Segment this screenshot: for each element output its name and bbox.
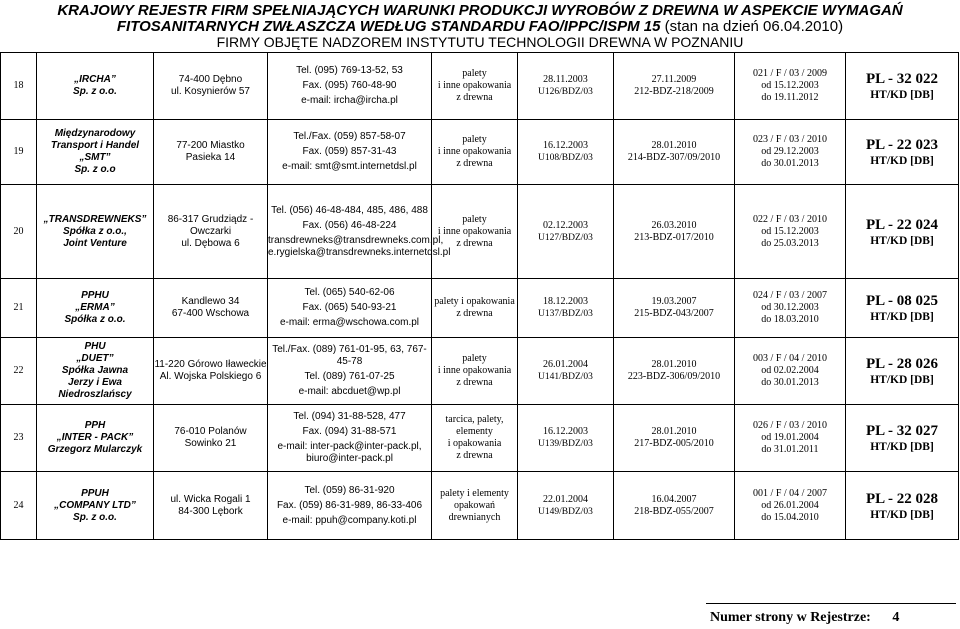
certificate-date [614, 338, 735, 405]
company-address [154, 185, 268, 279]
ippc-code [846, 53, 959, 120]
company-address [154, 405, 268, 472]
line: ul. Dębowa 6 [181, 237, 240, 249]
line: Fax. (065) 540-93-21 [302, 302, 397, 313]
permit-validity [735, 185, 846, 279]
line: e-mail: ppuh@company.koti.pl [282, 514, 417, 526]
register-table [0, 52, 959, 540]
registration-number: U126/BDZ/03 [538, 87, 593, 97]
company-contact [268, 472, 432, 540]
registration-number: U108/BDZ/03 [538, 153, 593, 163]
line: „SMT” [79, 152, 111, 163]
line: do 30.01.2013 [761, 377, 819, 388]
registration-date-value: 16.12.2003 [543, 140, 588, 151]
line: PHU [84, 341, 106, 352]
line: „COMPANY LTD” [54, 499, 136, 511]
certificate-date [614, 120, 735, 185]
ippc-code-value: PL - 32 027 [865, 423, 939, 439]
company-name [37, 120, 154, 185]
registration-number: U139/BDZ/03 [538, 439, 593, 449]
line: 84-300 Lębork [178, 505, 243, 517]
line: tarcica, palety, [445, 414, 504, 425]
line: PPH [84, 420, 106, 431]
permit-validity [735, 338, 846, 405]
line: 001 / F / 04 / 2007 [753, 487, 827, 499]
line: 003 / F / 04 / 2010 [753, 353, 827, 364]
certificate-number: 214-BDZ-307/09/2010 [627, 152, 721, 163]
ippc-code-value: PL - 22 023 [865, 137, 939, 153]
certificate-number: 213-BDZ-017/2010 [634, 231, 714, 243]
company-name [37, 53, 154, 120]
certificate-date [614, 405, 735, 472]
certificate-number: 218-BDZ-055/2007 [634, 505, 714, 517]
line: „INTER - PACK” [56, 432, 134, 443]
company-contact [268, 405, 432, 472]
line: Al. Wojska Polskiego 6 [159, 371, 262, 382]
line: z drewna [456, 237, 493, 249]
line: Tel. (094) 31-88-528, 477 [293, 411, 406, 422]
line: Jerzy i Ewa [68, 377, 122, 388]
line: Spółka z o.o., [63, 225, 127, 237]
treatment-code: HT/KD [DB] [870, 374, 934, 386]
line: e-mail: ircha@ircha.pl [301, 95, 398, 106]
certificate-date-value: 16.04.2007 [651, 493, 697, 505]
registration-date [518, 405, 614, 472]
line: ul. Wicka Rogali 1 [170, 493, 251, 505]
line: Pasieka 14 [185, 152, 236, 163]
registration-date [518, 120, 614, 185]
row-number: 18 [1, 53, 37, 120]
line: 022 / F / 03 / 2010 [753, 213, 827, 225]
line: palety i opakowania [434, 296, 515, 307]
certificate-number: 212-BDZ-218/2009 [634, 86, 714, 97]
line: Sowinko 21 [184, 438, 237, 449]
company-address [154, 279, 268, 338]
table-row [1, 405, 959, 472]
product-range [432, 185, 518, 279]
line: do 31.01.2011 [761, 444, 819, 455]
product-range [432, 405, 518, 472]
line: Fax. (056) 46-48-224 [302, 219, 397, 231]
line: e-mail: inter-pack@inter-pack.pl, biuro@inter-pack.pl [277, 441, 422, 464]
certificate-date-value: 28.01.2010 [651, 359, 697, 370]
registration-date [518, 53, 614, 120]
line: z drewna [456, 158, 493, 169]
line: z drewna [456, 450, 493, 461]
certificate-date [614, 53, 735, 120]
line: e-mail: smt@smt.internetdsl.pl [282, 161, 417, 172]
product-range [432, 53, 518, 120]
line: do 18.03.2010 [761, 314, 819, 325]
line: od 30.12.2003 [761, 302, 819, 313]
header-date-note: (stan na dzień 06.04.2010) [660, 18, 844, 35]
line: do 30.01.2013 [761, 158, 819, 169]
line: Fax. (095) 760-48-90 [302, 80, 397, 91]
certificate-date [614, 185, 735, 279]
company-address [154, 338, 268, 405]
line: palety [462, 213, 487, 225]
ippc-code [846, 185, 959, 279]
header-title-line2-bold: FITOSANITARNYCH ZWŁASZCZA WEDŁUG STANDARDU FAO/IPPC/ISPM 15 [116, 18, 661, 35]
line: 77-200 Miastko [176, 140, 245, 151]
line: e-mail: erma@wschowa.com.pl [279, 317, 420, 328]
line: Sp. z o.o. [73, 86, 117, 97]
company-name [37, 185, 154, 279]
registration-number: U137/BDZ/03 [538, 309, 593, 319]
certificate-date-value: 28.01.2010 [651, 140, 697, 151]
line: od 19.01.2004 [761, 432, 819, 443]
line: Spółka z o.o. [64, 314, 126, 325]
company-address [154, 120, 268, 185]
row-number: 23 [1, 405, 37, 472]
ippc-code-value: PL - 22 024 [865, 216, 939, 233]
product-range [432, 472, 518, 540]
line: transdrewneks@transdrewneks.com.pl, e.rygielska@transdrewneks.internetdsl.pl [268, 234, 451, 258]
header-title-line2 [0, 18, 960, 35]
company-name [37, 472, 154, 540]
product-range [432, 120, 518, 185]
line: z drewna [456, 377, 493, 388]
registration-date [518, 185, 614, 279]
row-number: 19 [1, 120, 37, 185]
line: i opakowania [447, 438, 502, 449]
registration-date-value: 18.12.2003 [543, 296, 588, 307]
table-row [1, 185, 959, 279]
header-title-line1: KRAJOWY REJESTR FIRM SPEŁNIAJĄCYCH WARUNKI PRODUKCJI WYROBÓW Z DREWNA W ASPEKCIE WYMAGAŃ [57, 2, 903, 19]
company-contact [268, 185, 451, 279]
line: PPUH [81, 487, 109, 499]
line: Tel. (089) 761-07-25 [304, 371, 395, 382]
line: od 26.01.2004 [761, 499, 819, 511]
certificate-number: 223-BDZ-306/09/2010 [627, 371, 721, 382]
line: 023 / F / 03 / 2010 [753, 134, 827, 145]
line: Transport i Handel [50, 140, 140, 151]
treatment-code: HT/KD [DB] [870, 155, 934, 167]
ippc-code [846, 338, 959, 405]
registration-date [518, 472, 614, 540]
line: palety [462, 353, 487, 364]
product-range [432, 279, 518, 338]
line: 11-220 Górowo Iławeckie [154, 359, 267, 370]
line: Sp. z o.o [74, 164, 116, 175]
registration-number: U127/BDZ/03 [538, 232, 593, 243]
footer-page-number: 4 [892, 610, 900, 625]
ippc-code [846, 405, 959, 472]
line: 021 / F / 03 / 2009 [753, 68, 827, 79]
line: od 29.12.2003 [761, 146, 819, 157]
ippc-code-value: PL - 22 028 [865, 490, 939, 507]
row-number: 22 [1, 338, 37, 405]
line: od 15.12.2003 [761, 225, 819, 237]
line: „IRCHA” [74, 74, 116, 85]
line: Fax. (059) 86-31-989, 86-33-406 [276, 499, 423, 511]
table-row [1, 120, 959, 185]
treatment-code: HT/KD [DB] [870, 311, 934, 323]
line: i inne opakowania [437, 80, 512, 91]
footer-label: Numer strony w Rejestrze: [710, 610, 871, 625]
line: Fax. (094) 31-88-571 [302, 426, 397, 437]
line: Tel. (059) 86-31-920 [304, 484, 395, 496]
company-name [37, 338, 154, 405]
company-contact [268, 279, 432, 338]
line: Kandlewo 34 [181, 296, 240, 307]
line: ul. Kosynierów 57 [171, 86, 250, 97]
company-address [154, 472, 268, 540]
table-row [1, 53, 959, 120]
line: Międzynarodowy [54, 128, 136, 139]
line: „TRANSDREWNEKS” [43, 213, 147, 225]
registration-date [518, 338, 614, 405]
page-number-footer [710, 610, 899, 626]
company-name [37, 405, 154, 472]
line: 74-400 Dębno [178, 74, 243, 85]
line: palety i elementy [440, 487, 509, 499]
line: i inne opakowania [437, 146, 512, 157]
treatment-code: HT/KD [DB] [870, 234, 934, 247]
line: z drewna [456, 308, 493, 319]
permit-validity [735, 405, 846, 472]
registration-date-value: 26.01.2004 [543, 359, 588, 370]
certificate-date-value: 19.03.2007 [651, 296, 697, 307]
line: do 19.11.2012 [761, 92, 819, 103]
table-row [1, 279, 959, 338]
permit-validity [735, 279, 846, 338]
line: 024 / F / 03 / 2007 [753, 290, 827, 301]
ippc-code-value: PL - 08 025 [865, 293, 939, 309]
certificate-date-value: 26.03.2010 [651, 219, 697, 231]
line: od 02.02.2004 [761, 365, 819, 376]
line: Grzegorz Mularczyk [47, 444, 143, 455]
certificate-date-value: 28.01.2010 [651, 426, 697, 437]
line: Fax. (059) 857-31-43 [302, 146, 397, 157]
line: i inne opakowania [437, 365, 512, 376]
company-contact [268, 53, 432, 120]
registration-date-value: 16.12.2003 [543, 426, 588, 437]
line: Owczarki [189, 225, 232, 237]
permit-validity [735, 472, 846, 540]
company-address [154, 53, 268, 120]
footer-rule [706, 603, 956, 604]
table-row [1, 338, 959, 405]
certificate-date [614, 279, 735, 338]
line: PPHU [81, 290, 109, 301]
line: do 15.04.2010 [761, 511, 819, 523]
treatment-code: HT/KD [DB] [870, 441, 934, 453]
line: z drewna [456, 92, 493, 103]
line: Tel. (056) 46-48-484, 485, 486, 488 [271, 204, 428, 216]
line: Spółka Jawna [61, 365, 129, 376]
line: „ERMA” [75, 302, 115, 313]
line: palety [462, 134, 487, 145]
line: Tel./Fax. (089) 761-01-95, 63, 767-45-78 [272, 344, 427, 367]
row-number: 21 [1, 279, 37, 338]
treatment-code: HT/KD [DB] [870, 89, 934, 101]
line: od 15.12.2003 [761, 80, 819, 91]
line: „DUET” [76, 353, 114, 364]
certificate-number: 217-BDZ-005/2010 [634, 438, 714, 449]
line: Niedroszlańscy [58, 389, 132, 400]
line: Sp. z o.o. [73, 511, 117, 523]
registration-date-value: 22.01.2004 [543, 493, 588, 505]
permit-validity [735, 53, 846, 120]
line: Tel./Fax. (059) 857-58-07 [293, 131, 406, 142]
line: Tel. (095) 769-13-52, 53 [296, 65, 403, 76]
header-subtitle: FIRMY OBJĘTE NADZOREM INSTYTUTU TECHNOLOGII DREWNA W POZNANIU [216, 34, 744, 50]
registration-date-value: 28.11.2003 [543, 74, 588, 85]
line: elementy [456, 426, 493, 437]
registration-number: U149/BDZ/03 [538, 506, 593, 517]
ippc-code [846, 279, 959, 338]
registration-date [518, 279, 614, 338]
line: Tel. (065) 540-62-06 [304, 287, 395, 298]
treatment-code: HT/KD [DB] [870, 508, 934, 521]
line: i inne opakowania [437, 225, 512, 237]
line: drewnianych [448, 511, 501, 523]
ippc-code [846, 472, 959, 540]
product-range [432, 338, 518, 405]
row-number: 20 [1, 185, 37, 279]
line: Joint Venture [63, 237, 127, 249]
permit-validity [735, 120, 846, 185]
company-contact [268, 338, 432, 405]
row-number: 24 [1, 472, 37, 540]
company-contact [268, 120, 432, 185]
company-name [37, 279, 154, 338]
line: do 25.03.2013 [761, 237, 819, 249]
certificate-date-value: 27.11.2009 [651, 74, 697, 85]
certificate-date [614, 472, 735, 540]
ippc-code [846, 120, 959, 185]
table-row [1, 472, 959, 540]
line: 76-010 Polanów [174, 426, 247, 437]
line: 026 / F / 03 / 2010 [753, 420, 827, 431]
ippc-code-value: PL - 32 022 [865, 71, 939, 87]
line: e-mail: abcduet@wp.pl [298, 386, 401, 397]
registration-number: U141/BDZ/03 [538, 372, 593, 382]
line: opakowań [453, 499, 496, 511]
ippc-code-value: PL - 28 026 [865, 356, 939, 372]
registration-date-value: 02.12.2003 [543, 219, 588, 231]
line: 86-317 Grudziądz - [167, 213, 254, 225]
certificate-number: 215-BDZ-043/2007 [634, 308, 714, 319]
line: palety [462, 68, 487, 79]
line: 67-400 Wschowa [171, 308, 250, 319]
